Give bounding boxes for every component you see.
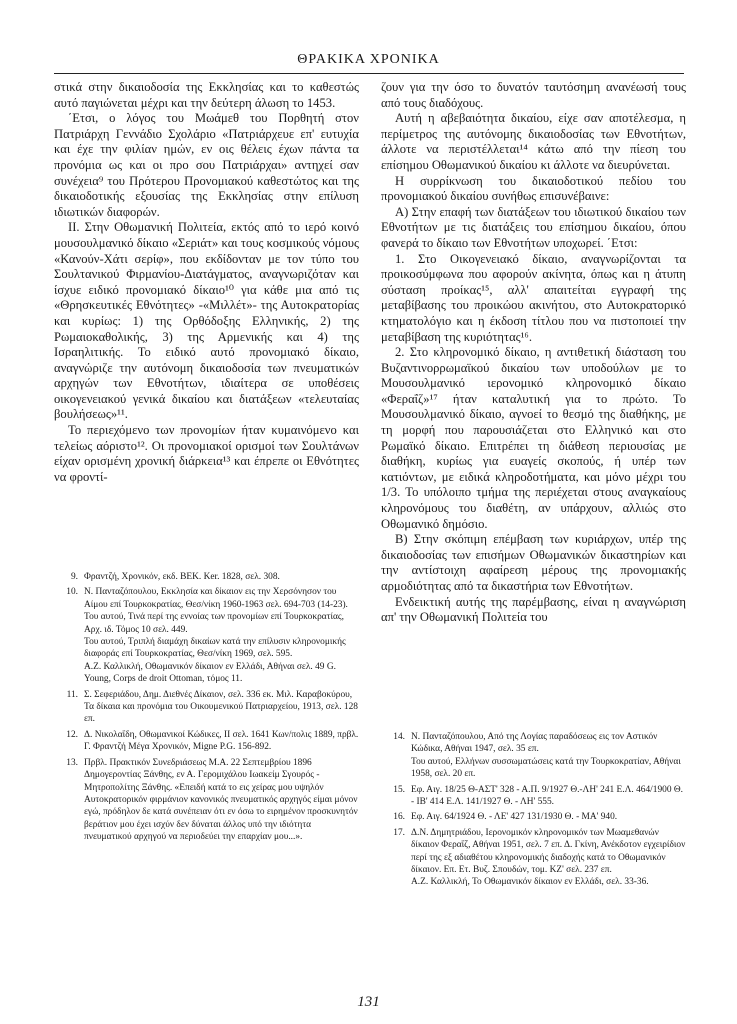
footnote-body	[411, 811, 686, 823]
footnote-line: Δ.Ν. Δημητριάδου, Ιερονομικόν κληρονομικόν των Μωαμεθανών δίκαιον Φεραΐζ, Αθήναι 1951, σελ. 7 επ. Δ. Γκίνη, Ανέκδοτον εγχειρίδιον περί της εξ αδιαθέτου κληρονομικής διαδοχής κατά το Οθωμανικόν δίκαιον. Επ. Ετ. Βυζ. Σπουδών, τομ. ΚΖ' σελ. 237 επ.	[411, 827, 686, 876]
paragraph: Αυτή η αβεβαιότητα δικαίου, είχε σαν αποτέλεσμα, η περίμετρος της αυτόνομης δικαιοδοσίας των Εθνοτήτων, άλλοτε να περιστέλλεται¹⁴ κάτω από την πίεση του επίσημου Οθωμανικού δικαίου κι άλλοτε να διευρύνεται.	[381, 111, 686, 172]
footnote	[54, 729, 359, 754]
footnote	[54, 757, 359, 844]
footnote-line: Του αυτού, Ελλήνων συσσωματώσεις κατά την Τουρκοκρατίαν, Αθήναι 1958, σελ. 20 επ.	[411, 756, 681, 780]
footnote	[381, 784, 686, 809]
footnote-number: 15.	[393, 784, 405, 795]
footnote-body	[84, 571, 359, 583]
footnote-line: Εφ. Αιγ. 18/25 Θ-ΑΣΤ' 328 - Α.Π. 9/1927 Θ.-ΛΗ' 241 Ε.Λ. 464/1900 Θ. - ΙΒ' 414 Ε.Λ. 141/1927 Θ. - ΛΗ' 555.	[411, 784, 683, 808]
footnote	[381, 811, 686, 823]
footnote	[381, 731, 686, 781]
footnote-line: Ν. Πανταζόπουλου, Από της Λογίας παραδόσεως εις τον Αστικόν Κώδικα, Αθήναι 1947, σελ. 35 επ.	[411, 732, 658, 755]
footnote-line: Σ. Σεφεριάδου, Δημ. Διεθνές Δίκαιον, σελ. 336 εκ. Μιλ. Καραβοκύρου, Τα δίκαια και προνόμια του Οικουμενικού Πατριαρχείου, 1913, σελ. 128 επ.	[84, 689, 358, 725]
paragraph: ΄Ετσι, ο λόγος του Μωάμεθ του Πορθητή στον Πατριάρχη Γεννάδιο Σχολάριο «Πατριάρχευε επ' ευτυχία και έχε την φιλίαν ημών, εν οις θέλεις έχων πάντα τα προνόμια ως και οι προ σου Πατριάρχαι» αντηχεί σαν συνέχεια⁹ του Πρότερου Προνομιακού καθεστώτος και της δικαιοδοτικής εξουσίας της Εκκλησίας στην επίλυση ιδιωτικών διαφορών.	[54, 111, 359, 219]
footnote-line: Φραντζή, Χρονικόν, εκδ. ΒΕΚ. Ker. 1828, σελ. 308.	[84, 572, 280, 582]
paragraph: Β) Στην σκόπιμη επέμβαση των κυριάρχων, υπέρ της δικαιοδοσίας των επισήμων Οθωμανικών δικαστηρίων και την αντίστοιχη αφαίρεση μέρους της προνομιακής αρμοδιότητας από τα δικαστήρια των Εθνοτήτων.	[381, 532, 686, 593]
footnote-number: 13.	[66, 757, 78, 768]
page-number: 131	[357, 994, 380, 1010]
footnote-line: Ν. Πανταζόπουλου, Εκκλησία και δίκαιον εις την Χερσόνησον του Αίμου επί Τουρκοκρατίας, Θεσ/νίκη 1960-1963 σελ. 694-703 (14-23).	[84, 587, 348, 610]
footnote-body	[411, 731, 686, 781]
footnotes-right	[381, 731, 686, 892]
paragraph: 2. Στο κληρονομικό δίκαιο, η αντιθετική διάσταση του Βυζαντινορρωμαϊκού δικαίου των υποδούλων με το Μουσουλμανικό ιερονομικό κληρονομικό δίκαιο «Φεραΐζ»¹⁷ ήταν καταλυτική για το πρώτο. Το Μουσουλμανικό δίκαιο, αγνοεί το θεσμό της διαθήκης, με τη μορφή που παρουσιάζεται στο Ελληνικό και στο Ρωμαϊκό δίκαιο. Επιτρέπει τη διάθεση περιουσίας με διαθήκη, κυρίως για ευαγείς σκοπούς, ή υπέρ των κατιόντων, με ειδικά κληροδοτήματα, και μόνο μέχρι του 1/3. Το υπόλοιπο τμήμα της περιέχεται στους αναγκαίους κληρονόμους του διαθέτη, αν υπάρχουν, αλλιώς στο Οθωμανικό δημόσιο.	[381, 345, 686, 531]
footnote-number: 16.	[393, 812, 405, 823]
footnote-line: Α.Ζ. Καλλικλή, Οθωμανικόν δίκαιον εν Ελλάδι, Αθήναι σελ. 49 G. Young, Corps de droit Ottoman, τόμος 11.	[84, 661, 336, 685]
footnote	[54, 586, 359, 685]
paragraph: Α) Στην επαφή των διατάξεων του ιδιωτικού δικαίου των Εθνοτήτων με τις διατάξεις του επίσημου δικαίου, όπου φανερά το δίκαιο των Εθνοτήτων υποχωρεί. ΄Ετσι:	[381, 204, 686, 250]
paragraph: στικά στην δικαιοδοσία της Εκκλησίας και το καθεστώς αυτό παγιώνεται μέχρι και την δεύτερη άλωση το 1453.	[54, 80, 359, 110]
footnote-line: Α.Ζ. Καλλικλή, Το Οθωμανικόν δίκαιον εν Ελλάδι, σελ. 33-36.	[411, 877, 649, 888]
paragraph: ζουν για την όσο το δυνατόν ταυτόσημη ανανέωσή τους από τους διαδόχους.	[381, 80, 686, 110]
footnote-body	[84, 729, 359, 754]
footnote-number: 11.	[66, 689, 78, 700]
left-column	[54, 80, 359, 485]
footnote-body	[411, 827, 686, 889]
paragraph: 1. Στο Οικογενειακό δίκαιο, αναγνωρίζονται τα προικοσύμφωνα που αφορούν ακίνητα, όπως και η άτυπη σύσταση προίκας¹⁵, αλλ' απαιτείται εγγραφή της μεταβίβασης του προικώου ακινήτου, στο Αυτοκρατορικό κτηματολόγιο και η έκδοση τίτλου που να πιστοποιεί την μεταβίβαση της κυριότητας¹⁶.	[381, 251, 686, 344]
footnote-body	[84, 586, 359, 685]
right-column	[381, 80, 686, 626]
footnotes-left	[54, 571, 359, 847]
paragraph: ΙΙ. Στην Οθωμανική Πολιτεία, εκτός από το ιερό κοινό μουσουλμανικό δίκαιο «Σεριάτ» και τους κοσμικούς νόμους «Κανούν-Χάτι σερίφ», που εκδίδονταν με τον τύπο του Σουλτανικού Φιρμανίου-Διατάγματος, αναγνωριζόταν και ίσχυε ειδικό προνομιακό δίκαιο¹⁰ για κάθε μια από τις «Θρησκευτικές Εθνότητες» -«Μιλλέτ»- της Αυτοκρατορίας και κυρίως: 1) της Ορθόδοξης Ελληνικής, 2) της Ρωμαιοκαθολικής, 3) της Αρμενικής και 4) της Ισραηλιτικής. Το ειδικό αυτό προνομιακό δίκαιο, αναγνώριζε την αυτόνομη δικαιοδοσία των πνευματικών αρχηγών των Εθνοτήτων, ιδιαίτερα σε υποθέσεις οικογενειακού γενικά δικαίου και διατάξεων «τελευταίας βουλήσεως»¹¹.	[54, 220, 359, 422]
footnote-line: Του αυτού, Τριπλή διαμάχη δικαίων κατά την επίλυσιν κληρονομικής διαφοράς επί Τουρκοκρατίας, Θεσ/νίκη 1969, σελ. 595.	[84, 637, 346, 660]
footnote	[54, 571, 359, 583]
footnote-body	[411, 784, 686, 809]
footnote	[54, 689, 359, 726]
footnote-number: 14.	[393, 732, 405, 742]
footnote-number: 12.	[66, 729, 78, 740]
footnote-number: 9.	[70, 572, 78, 582]
footnote-line: Εφ. Αιγ. 64/1924 Θ. - ΛΕ' 427 131/1930 Θ. - ΜΑ' 940.	[411, 812, 618, 823]
paragraph: Η συρρίκνωση του δικαιοδοτικού πεδίου του προνομιακού δικαίου συνήθως επισυνέβαινε:	[381, 173, 686, 204]
paragraph: Ενδεικτική αυτής της παρέμβασης, είναι η αναγνώριση απ' την Οθωμανική Πολιτεία του	[381, 594, 686, 625]
footnote	[381, 827, 686, 889]
footnote-line: Δ. Νικολαΐδη, Οθωμανικοί Κώδικες, ΙΙ σελ. 1641 Κων/πολις 1889, πρβλ. Γ. Φραντζή Μέγα Χρονικόν, Migne P.G. 156-892.	[84, 729, 359, 753]
footnote-body	[84, 757, 359, 844]
footnote-line: Πρβλ. Πρακτικόν Συνεδριάσεως Μ.Α. 22 Σεπτεμβρίου 1896 Δημογεροντίας Ξάνθης, εν Α. Γερομιχάλου Ιωακείμ Σγουρός - Μητροπολίτης Ξάνθης. «Επειδή κατά το εις χείρας μου υψηλόν Αυτοκρατορικόν φιρμάνιον κανονικός πνευματικός αρχηγός είμαι μόνον εγώ, πρόδηλον δε κατά συνέπειαν ότι εν όσω το ειρημένον προσκυνητόν βεράτιον μου έχει ισχύν δεν δύναται άλλος υπό την ιδιότητα πνευματικού αρχηγού να περιοδεύει την επαρχίαν μου...».	[84, 757, 358, 843]
footnote-line: Του αυτού, Τινά περί της εννοίας των προνομίων επί Τουρκοκρατίας, Αρχ. ιδ. Τόμος 10 σελ. 449.	[84, 612, 344, 635]
footnote-number: 10.	[66, 587, 78, 598]
running-header: ΘΡΑΚΙΚΑ ΧΡΟΝΙΚΑ	[297, 52, 440, 67]
paragraph: Το περιεχόμενο των προνομίων ήταν κυμαινόμενο και τελείως αόριστο¹². Οι προνομιακοί ορισμοί των Σουλτάνων είχαν ορισμένη χρονική διάρκεια¹³ και έπρεπε οι Εθνότητες να φροντί-	[54, 423, 359, 484]
header-rule	[54, 73, 684, 74]
footnote-body	[84, 689, 359, 726]
footnote-number: 17.	[393, 827, 405, 838]
